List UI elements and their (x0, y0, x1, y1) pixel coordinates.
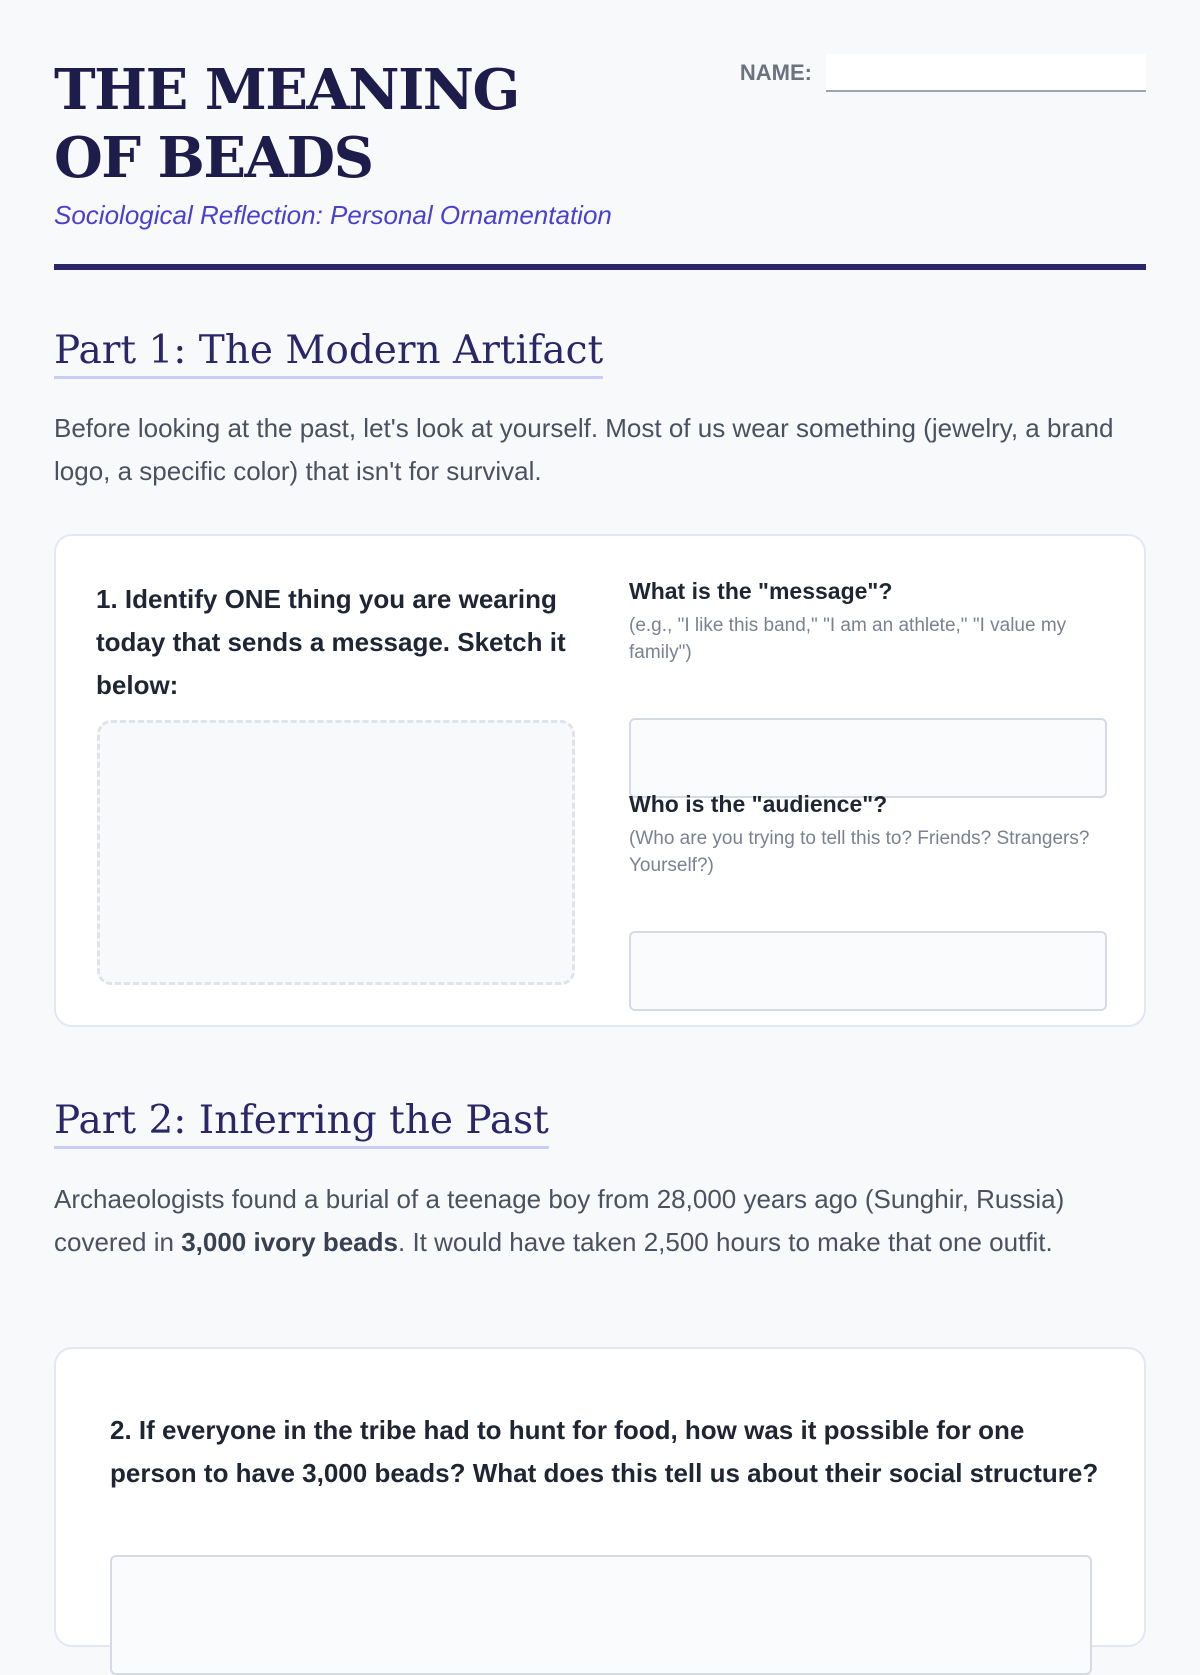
part2-card (54, 1347, 1146, 1647)
part1-card (54, 534, 1146, 1027)
message-label: What is the "message"? (629, 578, 893, 604)
sketch-area[interactable] (97, 720, 575, 985)
worksheet-header (54, 0, 1146, 270)
part2-intro (54, 1178, 1146, 1264)
page-subtitle: Sociological Reflection: Personal Ornamentation (54, 200, 612, 230)
question-1: 1. Identify ONE thing you are wearing today that sends a message. Sketch it below: (96, 584, 566, 700)
name-block (740, 54, 1146, 92)
name-input[interactable] (826, 54, 1146, 92)
name-label: NAME: (739, 60, 812, 85)
part2-intro-highlight: 3,000 ivory beads (181, 1227, 398, 1257)
audience-label: Who is the "audience"? (629, 791, 888, 817)
part2-intro-text-start: Archaeologists found a burial of a teenage boy from 28,000 years ago (Sunghir, Russia) covered in (54, 1184, 1065, 1257)
audience-answer-field[interactable] (629, 931, 1107, 1011)
part1-heading: Part 1: The Modern Artifact (54, 326, 603, 379)
audience-hint: (Who are you trying to tell this to? Friends? Strangers? Yourself?) (629, 828, 1090, 876)
message-field-block (629, 576, 1107, 666)
audience-field-block (629, 789, 1107, 879)
part1-intro: Before looking at the past, let's look at yourself. Most of us wear something (jewelry, a brand logo, a specific color) that isn't for survival. (54, 413, 1114, 486)
part2-heading: Part 2: Inferring the Past (54, 1096, 549, 1149)
question-2: 2. If everyone in the tribe had to hunt for food, how was it possible for one person to have 3,000 beads? What does this tell us about their social structure? (110, 1415, 1099, 1488)
part2-intro-text-end: . It would have taken 2,500 hours to make that one outfit. (398, 1227, 1053, 1257)
message-hint: (e.g., "I like this band," "I am an athlete," "I value my family") (629, 615, 1067, 663)
page-title: THE MEANING OF BEADS (54, 57, 519, 191)
message-answer-field[interactable] (629, 718, 1107, 798)
question-2-answer-field[interactable] (110, 1555, 1092, 1675)
